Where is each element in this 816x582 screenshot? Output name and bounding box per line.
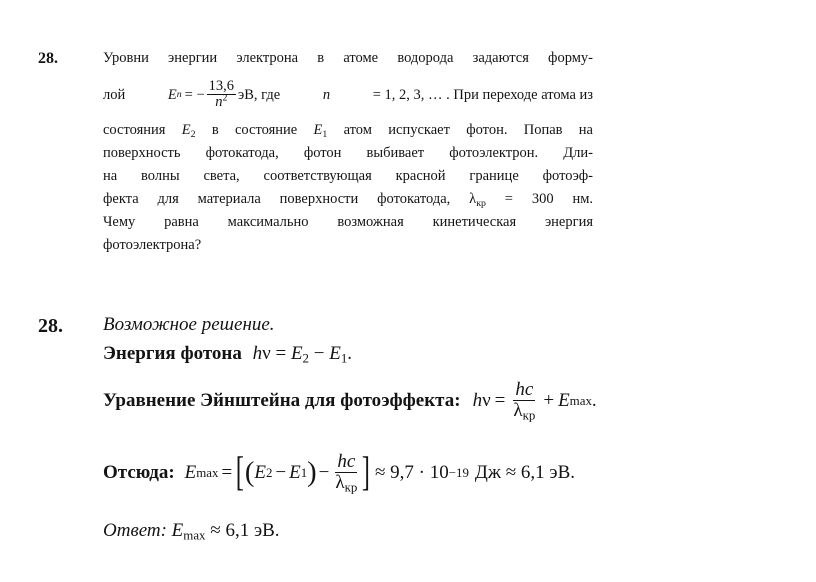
solution-heading: Возможное решение. <box>103 314 275 335</box>
result-line: Отсюда: E max = [ ( E 2 − E 1 ) − $\frac{hc}{\lambda_{кр}}$ ] ≈ 9,7 · 10 −19 Дж ≈ 6,1 эВ. <box>103 449 575 495</box>
einstein-formula: h ν = $\frac{hc}{\lambda_{кр}}$ + E max . <box>472 379 597 423</box>
einstein-equation-line: Уравнение Эйнштейна для фотоэффекта: h ν = $\frac{hc}{\lambda_{кр}}$ + E max . <box>103 379 597 423</box>
problem-line-6: фекта для материала поверхности фотокатода, $\lambda_{кр} = 300$ нм. <box>103 191 594 209</box>
answer-label: Ответ: <box>103 520 167 541</box>
problem-line-3: состояния $E_2$ в состояние $E_1$ атом испускает фотон. Попав на <box>103 122 593 140</box>
photon-energy-line: Энергия фотона $h\nu = E_2 - E_1$. <box>103 343 353 366</box>
answer-line: Ответ: $E_{max} \approx 6,1$ эВ. <box>103 520 280 543</box>
photon-energy-formula: $h\nu = E_2 - E_1$. <box>252 343 353 366</box>
problem-number: 28. <box>38 50 58 67</box>
problem-line-1: Уровни энергии электрона в атоме водорода задаются форму- <box>103 50 593 66</box>
right-bracket: ] <box>362 449 371 495</box>
problem-line-7: Чему равна максимально возможная кинетическая энергия <box>103 214 593 230</box>
solution-number: 28. <box>38 315 63 337</box>
result-formula: E max = [ ( E 2 − E 1 ) − $\frac{hc}{\lambda_{кр}}$ ] ≈ 9,7 · 10 −19 Дж ≈ 6,1 эВ. <box>184 449 575 495</box>
energy-fraction: $\frac{13,6}{n^2}$ <box>208 78 235 111</box>
problem-line-4: поверхность фотокатода, фотон выбивает фотоэлектрон. Дли- <box>103 145 593 161</box>
energy-level-formula: E n = − $\frac{13,6}{n^2}$ эВ, где <box>167 78 281 111</box>
einstein-fraction: $\frac{hc}{\lambda_{кр}}$ <box>513 379 536 423</box>
problem-line-8: фотоэлектрона? <box>103 237 202 253</box>
result-fraction: $\frac{hc}{\lambda_{кр}}$ <box>335 451 358 495</box>
problem-line-2: лой E n = − $\frac{13,6}{n^2}$ эВ, где n = 1, 2, 3, … . При переходе атома из <box>103 78 593 111</box>
left-bracket: [ <box>235 449 245 495</box>
problem-line-5: на волны света, соответствующая красной границе фотоэф- <box>103 168 593 184</box>
